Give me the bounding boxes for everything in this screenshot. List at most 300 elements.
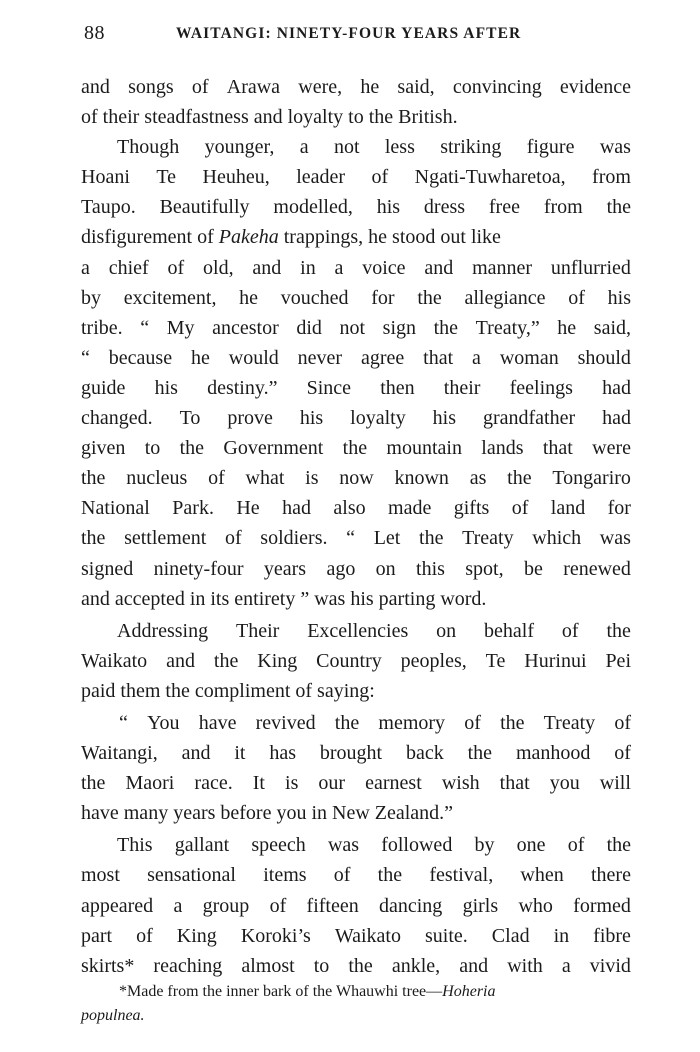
footnote-italic: populnea.: [81, 1007, 145, 1024]
word: to: [144, 437, 161, 460]
word: Park.: [172, 497, 214, 520]
word: the: [507, 467, 532, 490]
word: chief: [108, 256, 149, 279]
word: have: [198, 711, 237, 734]
word: skirts*: [81, 954, 135, 977]
word: reaching: [153, 954, 223, 977]
word: and: [459, 954, 489, 977]
word: the: [417, 286, 442, 309]
text-line: [81, 523, 631, 553]
word: on: [436, 619, 457, 642]
page-header: [80, 22, 640, 52]
text-line: [81, 132, 631, 162]
word: not: [339, 316, 366, 339]
word: by: [474, 834, 495, 857]
word: of: [567, 834, 585, 857]
word: unflurried: [550, 256, 631, 279]
text-line: [81, 283, 631, 313]
word: Treaty: [543, 711, 596, 734]
word: brought: [319, 742, 383, 765]
word: had: [282, 497, 311, 520]
word: National: [81, 497, 150, 520]
word: voice: [362, 256, 406, 279]
line-text: [81, 554, 631, 584]
word: the: [179, 437, 205, 460]
text-line: [81, 162, 631, 192]
word: were,: [298, 76, 343, 98]
footnote-line: [81, 1004, 637, 1028]
running-head: WAITANGI: NINETY-FOUR YEARS AFTER: [176, 25, 522, 42]
word: memory: [378, 711, 446, 734]
text-line: [81, 830, 631, 860]
word: given: [81, 437, 126, 460]
word: that: [499, 772, 530, 795]
line-text: [81, 921, 631, 951]
word: made: [388, 497, 432, 520]
word: younger,: [204, 136, 275, 159]
line-text: [81, 283, 631, 313]
word: Te: [485, 649, 506, 672]
word: of: [136, 924, 153, 947]
word: which: [532, 527, 582, 550]
word: he: [239, 286, 259, 309]
word: the: [467, 742, 493, 765]
word: fifteen: [306, 894, 359, 917]
word: of: [191, 76, 209, 98]
text-line: [81, 373, 631, 403]
word: “: [140, 316, 150, 339]
word: gallant: [174, 834, 230, 857]
word: Hurinui: [524, 649, 587, 672]
word: Ngati-Tuwharetoa,: [414, 166, 566, 189]
word: of: [224, 527, 242, 550]
line-text: [117, 830, 631, 860]
word: of: [371, 166, 389, 189]
line-text: [81, 738, 631, 768]
word: excitement,: [123, 286, 217, 309]
word: signed: [81, 557, 134, 580]
word: Hoani: [81, 166, 130, 189]
word: the: [500, 711, 525, 734]
word: is: [305, 467, 319, 490]
line-text: [81, 403, 631, 433]
word: also: [333, 497, 366, 520]
word: the: [606, 196, 631, 219]
word: group: [202, 894, 250, 917]
word: This: [117, 834, 153, 857]
word: Koroki’s: [240, 924, 311, 947]
word: part: [81, 924, 113, 947]
word: years: [263, 557, 307, 580]
word: you: [549, 772, 580, 795]
word: Pei: [605, 649, 631, 672]
word: race.: [194, 772, 233, 795]
word: he: [557, 316, 577, 339]
text-line: [81, 192, 631, 222]
word: of: [333, 864, 351, 887]
footnote-line: [81, 980, 637, 1004]
line-text: [81, 493, 631, 523]
word: has: [269, 742, 297, 765]
text-line: [81, 616, 631, 646]
line-text: and accepted in its entirety ” was his parting word.: [81, 587, 487, 610]
word: a: [81, 256, 90, 279]
word: the: [606, 834, 631, 857]
text-line: [81, 738, 631, 768]
word: Their: [236, 619, 280, 642]
word: a: [561, 954, 571, 977]
line-text: [81, 891, 631, 921]
word: tribe.: [81, 316, 123, 339]
word: peoples,: [400, 649, 467, 672]
word: speech: [251, 834, 306, 857]
word: by: [81, 286, 101, 309]
text-line: [81, 403, 631, 433]
word: because: [108, 346, 173, 369]
word: You: [147, 711, 180, 734]
text-line: [81, 554, 631, 584]
word: the: [606, 619, 631, 642]
text-line: [81, 493, 631, 523]
line-text: [81, 253, 631, 283]
word: his: [154, 376, 178, 399]
text-line: [81, 253, 631, 283]
word: of: [511, 497, 529, 520]
word: King: [176, 924, 217, 947]
line-text: [81, 768, 631, 798]
word: then: [380, 376, 415, 399]
word: Taupo.: [81, 196, 136, 219]
word: of: [614, 742, 631, 765]
word: our: [318, 772, 346, 795]
line-text: disfigurement of: [81, 226, 219, 249]
text-line: [81, 102, 631, 132]
word: there: [590, 864, 631, 887]
word: behalf: [484, 619, 535, 642]
word: Since: [306, 376, 352, 399]
page-number: 88: [84, 22, 105, 44]
word: formed: [573, 894, 631, 917]
word: and: [166, 649, 195, 672]
word: that: [423, 346, 454, 369]
text-line: [81, 433, 631, 463]
word: was: [599, 527, 631, 550]
word: will: [599, 772, 631, 795]
word: of: [269, 894, 287, 917]
word: now: [339, 467, 374, 490]
word: figure: [526, 136, 575, 159]
word: settlement: [124, 527, 207, 550]
line-text: [81, 343, 631, 373]
word: he: [190, 346, 210, 369]
word: evidence: [559, 76, 631, 98]
word: He: [236, 497, 260, 520]
text-line: [81, 798, 631, 828]
word: It: [252, 772, 265, 795]
line-text: [81, 72, 631, 102]
word: his: [299, 407, 324, 430]
word: the: [348, 954, 373, 977]
word: is: [285, 772, 299, 795]
word: land: [550, 497, 586, 520]
line-text: [81, 860, 631, 890]
line-text: [117, 132, 631, 162]
word: from: [592, 166, 631, 189]
word: free: [488, 196, 520, 219]
word: when: [520, 864, 564, 887]
word: in: [300, 256, 316, 279]
word: old,: [203, 256, 234, 279]
word: Addressing: [117, 619, 209, 642]
text-line: [81, 463, 631, 493]
line-text: [81, 463, 631, 493]
word: and: [424, 256, 454, 279]
word: Let: [373, 527, 401, 550]
word: to: [313, 954, 330, 977]
footnote: [81, 980, 637, 1028]
word: lands: [481, 437, 524, 460]
text-line: [81, 313, 631, 343]
word: dancing: [379, 894, 443, 917]
word: Treaty: [462, 527, 514, 550]
word: of: [561, 619, 579, 642]
word: said,: [593, 316, 631, 339]
word: had: [602, 407, 631, 430]
line-text: [81, 192, 631, 222]
word: allegiance: [464, 286, 546, 309]
line-text: [81, 162, 631, 192]
word: and: [181, 742, 211, 765]
word: of: [208, 467, 225, 490]
word: for: [371, 286, 395, 309]
word: their: [443, 376, 481, 399]
word: King: [257, 649, 298, 672]
text-line: [81, 951, 631, 981]
word: the: [419, 527, 444, 550]
word: Maori: [125, 772, 175, 795]
line-text: of their steadfastness and loyalty to the British.: [81, 106, 458, 129]
word: vouched: [280, 286, 349, 309]
word: had: [602, 376, 631, 399]
line-text: [81, 523, 631, 553]
word: fibre: [593, 924, 631, 947]
word: of: [568, 286, 585, 309]
word: his: [432, 407, 457, 430]
word: dress: [423, 196, 466, 219]
word: with: [507, 954, 543, 977]
word: in: [553, 924, 570, 947]
word: changed.: [81, 407, 153, 430]
word: girls: [462, 894, 499, 917]
word: never: [297, 346, 343, 369]
word: Though: [117, 136, 180, 159]
word: a: [299, 136, 309, 159]
word: Treaty,”: [475, 316, 540, 339]
word: he: [360, 76, 380, 98]
word: almost: [241, 954, 295, 977]
word: suite.: [425, 924, 468, 947]
word: who: [518, 894, 553, 917]
word: ago: [326, 557, 356, 580]
word: Beautifully: [159, 196, 250, 219]
word: Clad: [491, 924, 530, 947]
text-line: [81, 584, 631, 614]
word: one: [516, 834, 546, 857]
word: as: [469, 467, 487, 490]
word: wish: [441, 772, 480, 795]
word: My: [166, 316, 195, 339]
text-line: [81, 222, 631, 252]
word: “: [346, 527, 356, 550]
word: the: [334, 711, 360, 734]
word: the: [81, 467, 106, 490]
word: earnest: [365, 772, 422, 795]
word: followed: [381, 834, 453, 857]
text-line: [81, 646, 631, 676]
word: of: [464, 711, 481, 734]
word: this: [416, 557, 445, 580]
word: songs: [128, 76, 174, 98]
word: spot,: [465, 557, 504, 580]
word: a: [334, 256, 344, 279]
word: manner: [472, 256, 533, 279]
line-text: paid them the compliment of saying:: [81, 679, 375, 702]
word: sign: [382, 316, 417, 339]
word: the: [342, 437, 368, 460]
line-text: [81, 646, 631, 676]
footnote-text: *Made from the inner bark of the Whauwhi tree—: [119, 983, 443, 1000]
word: Heuheu,: [202, 166, 270, 189]
word: “: [119, 711, 128, 734]
word: from: [543, 196, 583, 219]
line-text: [81, 373, 631, 403]
word: Tongariro: [552, 467, 631, 490]
word: items: [263, 864, 307, 887]
word: not: [333, 136, 360, 159]
word: what: [245, 467, 285, 490]
word: was: [599, 136, 631, 159]
word: known: [394, 467, 449, 490]
word: that: [542, 437, 573, 460]
text-line: [81, 891, 631, 921]
word: it: [234, 742, 246, 765]
word: Te: [156, 166, 177, 189]
word: Excellencies: [307, 619, 409, 642]
word: modelled,: [273, 196, 353, 219]
word: “: [81, 346, 90, 369]
word: Waikato: [334, 924, 401, 947]
line-text: trappings, he stood out like: [278, 226, 501, 249]
word: manhood: [515, 742, 591, 765]
word: sensational: [147, 864, 236, 887]
word: less: [384, 136, 415, 159]
word: most: [81, 864, 120, 887]
word: leader: [296, 166, 346, 189]
word: ankle,: [391, 954, 441, 977]
word: convincing: [452, 76, 542, 98]
word: prove: [227, 407, 273, 430]
italic-term: Pakeha: [218, 226, 279, 249]
word: soldiers.: [260, 527, 328, 550]
footnote-italic: Hoheria: [442, 983, 496, 1000]
word: striking: [440, 136, 502, 159]
text-line: [81, 860, 631, 890]
word: mountain: [386, 437, 462, 460]
word: did: [296, 316, 322, 339]
line-text: [81, 313, 631, 343]
word: on: [375, 557, 396, 580]
text-line: [81, 72, 631, 102]
word: Government: [223, 437, 324, 460]
word: of: [167, 256, 185, 279]
word: Country: [316, 649, 382, 672]
line-text: [81, 433, 631, 463]
word: agree: [360, 346, 405, 369]
word: should: [577, 346, 631, 369]
word: the: [433, 316, 459, 339]
word: feelings: [509, 376, 573, 399]
text-line: [81, 676, 631, 706]
word: Arawa: [226, 76, 281, 98]
word: the: [81, 772, 106, 795]
word: was: [327, 834, 360, 857]
body-text: [81, 72, 631, 981]
text-line: [81, 921, 631, 951]
word: grandfather: [482, 407, 576, 430]
word: would: [228, 346, 279, 369]
word: nucleus: [126, 467, 188, 490]
word: Waitangi,: [81, 742, 158, 765]
word: ninety-four: [153, 557, 244, 580]
word: To: [179, 407, 201, 430]
word: vivid: [589, 954, 631, 977]
word: appeared: [81, 894, 154, 917]
line-text: have many years before you in New Zealand.”: [81, 802, 454, 825]
text-line: [81, 343, 631, 373]
word: the: [213, 649, 239, 672]
word: be: [523, 557, 543, 580]
word: his: [607, 286, 631, 309]
word: the: [377, 864, 403, 887]
word: of: [614, 711, 631, 734]
word: woman: [499, 346, 559, 369]
word: his: [376, 196, 401, 219]
word: and: [81, 76, 110, 98]
word: festival,: [429, 864, 494, 887]
word: loyalty: [350, 407, 406, 430]
line-text: [81, 951, 631, 981]
line-text: [119, 708, 631, 738]
word: and: [252, 256, 282, 279]
text-line: [81, 768, 631, 798]
word: a: [472, 346, 481, 369]
word: revived: [255, 711, 316, 734]
word: renewed: [563, 557, 631, 580]
word: destiny.”: [207, 376, 278, 399]
word: Waikato: [81, 649, 148, 672]
text-line: [81, 708, 631, 738]
word: guide: [81, 376, 126, 399]
word: the: [81, 527, 106, 550]
word: gifts: [453, 497, 490, 520]
line-text: [117, 616, 631, 646]
word: ancestor: [212, 316, 279, 339]
word: for: [607, 497, 631, 520]
word: back: [405, 742, 444, 765]
word: a: [173, 894, 183, 917]
word: said,: [397, 76, 435, 98]
word: were: [592, 437, 631, 460]
